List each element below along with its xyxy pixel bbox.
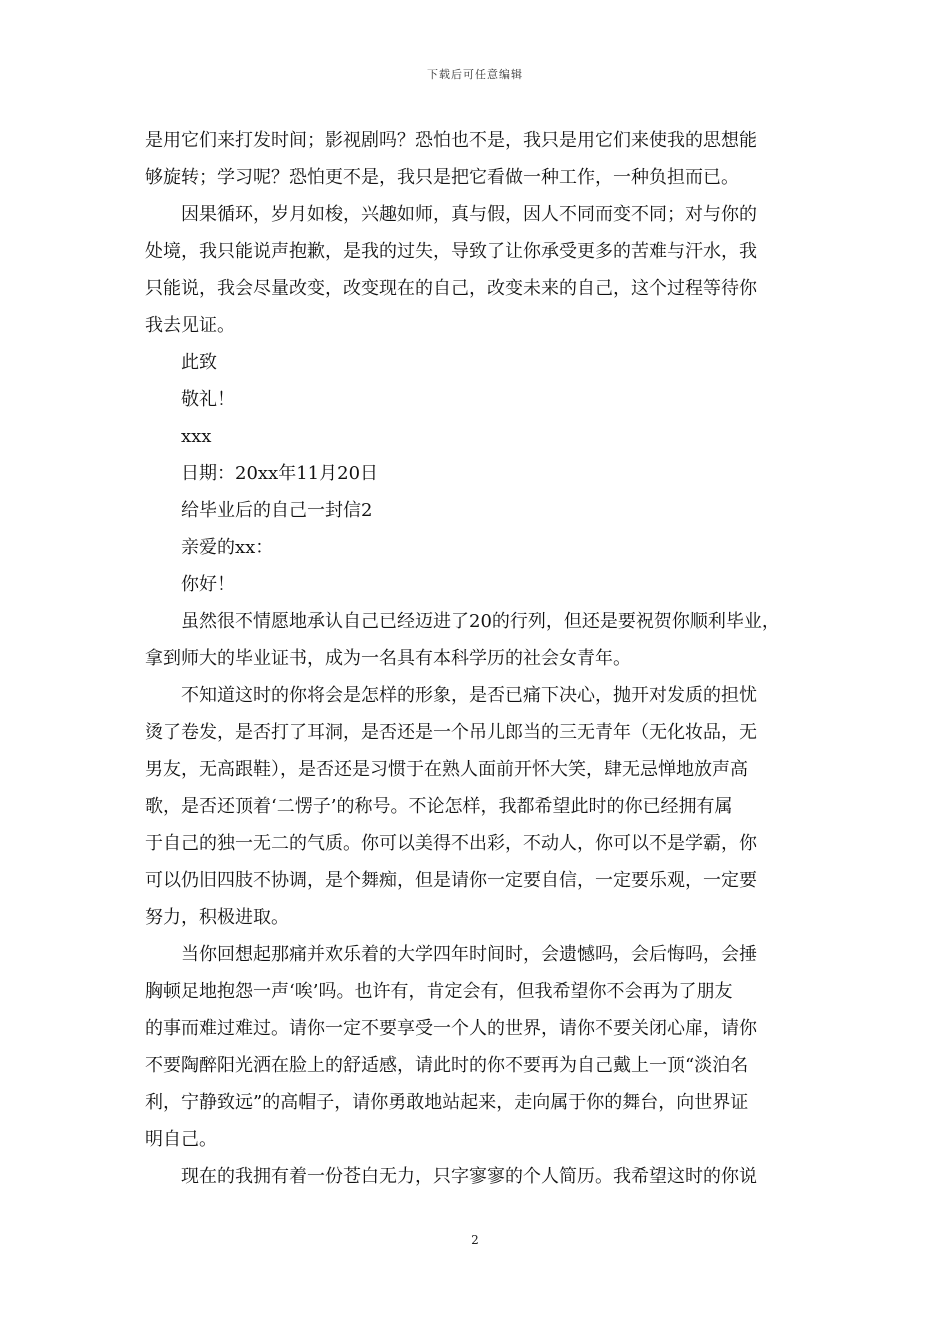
text-line: 明自己。 [145, 1129, 217, 1150]
text-line: 你好！ [145, 574, 235, 595]
text-line: 于自己的独一无二的气质。你可以美得不出彩，不动人，你可以不是学霸，你 [145, 833, 757, 854]
text-line: 够旋转；学习呢？恐怕更不是，我只是把它看做一种工作，一种负担而已。 [145, 167, 739, 188]
page-header: 下载后可任意编辑 [427, 68, 523, 81]
text-line: 当你回想起那痛并欢乐着的大学四年时间时，会遗憾吗，会后悔吗，会捶 [145, 944, 757, 965]
text-line: 利，宁静致远”的高帽子，请你勇敢地站起来，走向属于你的舞台，向世界证 [145, 1092, 749, 1113]
text-line: 只能说，我会尽量改变，改变现在的自己，改变未来的自己，这个过程等待你 [145, 278, 757, 299]
text-line: 努力，积极进取。 [145, 907, 289, 928]
text-line: 拿到师大的毕业证书，成为一名具有本科学历的社会女青年。 [145, 648, 631, 669]
text-line: 胸顿足地抱怨一声‘唉’吗。也许有，肯定会有，但我希望你不会再为了朋友 [145, 981, 733, 1002]
text-line: 的事而难过难过。请你一定不要享受一个人的世界，请你不要关闭心扉，请你 [145, 1018, 757, 1039]
text-line: 日期：20xx年11月20日 [145, 463, 379, 484]
text-line: 我去见证。 [145, 315, 235, 336]
text-line: 男友，无高跟鞋），是否还是习惯于在熟人面前开怀大笑，肆无忌惮地放声高 [145, 759, 748, 780]
document-body [145, 122, 813, 1195]
text-line: 现在的我拥有着一份苍白无力，只字寥寥的个人简历。我希望这时的你说 [145, 1166, 757, 1187]
text-line: 可以仍旧四肢不协调，是个舞痴，但是请你一定要自信，一定要乐观，一定要 [145, 870, 757, 891]
page-number: 2 [471, 1233, 479, 1247]
text-line: 敬礼！ [145, 389, 235, 410]
text-line: xxx [145, 426, 212, 447]
text-line: 亲爱的xx： [145, 537, 274, 558]
text-line: 烫了卷发，是否打了耳洞，是否还是一个吊儿郎当的三无青年（无化妆品，无 [145, 722, 757, 743]
text-line: 此致 [145, 352, 217, 373]
text-line: 给毕业后的自己一封信2 [145, 500, 373, 521]
text-line: 不要陶醉阳光洒在脸上的舒适感，请此时的你不要再为自己戴上一顶“淡泊名 [145, 1055, 749, 1076]
text-line: 是用它们来打发时间；影视剧吗？恐怕也不是，我只是用它们来使我的思想能 [145, 130, 757, 151]
text-line: 因果循环，岁月如梭，兴趣如师，真与假，因人不同而变不同；对与你的 [145, 204, 757, 225]
text-line: 歌，是否还顶着‘二愣子’的称号。不论怎样，我都希望此时的你已经拥有属 [145, 796, 733, 817]
text-line: 处境，我只能说声抱歉，是我的过失，导致了让你承受更多的苦难与汗水，我 [145, 241, 757, 262]
text-line: 虽然很不情愿地承认自己已经迈进了20的行列，但还是要祝贺你顺利毕业， [145, 611, 780, 632]
text-line: 不知道这时的你将会是怎样的形象，是否已痛下决心，抛开对发质的担忧 [145, 685, 757, 706]
